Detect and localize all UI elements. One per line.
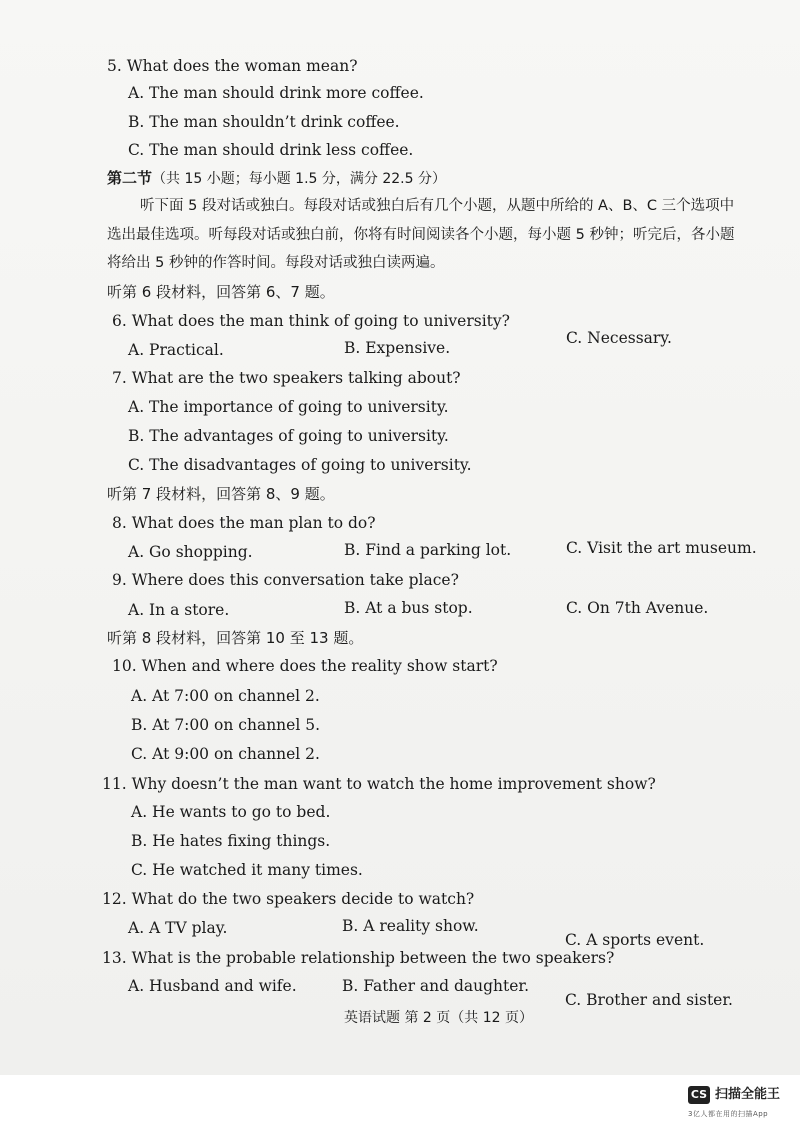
camscanner-logo-icon: CS <box>688 1086 710 1104</box>
question-9: 9. Where does this conversation take place? <box>112 571 459 589</box>
material-7-heading: 听第 7 段材料，回答第 8、9 题。 <box>107 485 335 503</box>
question-10: 10. When and where does the reality show start? <box>112 657 498 675</box>
q12-option-c: C. A sports event. <box>565 931 705 949</box>
watermark-tagline: 3亿人都在用的扫描App <box>688 1110 769 1118</box>
section-instructions-line1: 听下面 5 段对话或独白。每段对话或独白后有几个小题，从题中所给的 A、B、C 三个选项中 <box>140 198 735 214</box>
q8-option-c: C. Visit the art museum. <box>566 539 757 557</box>
q7-option-c: C. The disadvantages of going to university. <box>128 456 472 474</box>
q11-option-b: B. He hates fixing things. <box>131 832 331 850</box>
q13-option-c: C. Brother and sister. <box>565 991 733 1009</box>
q6-option-a: A. Practical. <box>128 341 224 359</box>
scanner-watermark <box>688 1086 796 1126</box>
q5-option-a: A. The man should drink more coffee. <box>128 84 424 102</box>
q13-option-b: B. Father and daughter. <box>342 977 530 995</box>
q9-option-b: B. At a bus stop. <box>344 599 473 617</box>
q10-option-a: A. At 7:00 on channel 2. <box>131 687 320 705</box>
q12-option-b: B. A reality show. <box>342 917 479 935</box>
q10-option-c: C. At 9:00 on channel 2. <box>131 745 320 763</box>
q5-option-c: C. The man should drink less coffee. <box>128 141 414 159</box>
q9-option-c: C. On 7th Avenue. <box>566 599 709 617</box>
q11-option-a: A. He wants to go to bed. <box>131 803 331 821</box>
section-instructions-line3: 将给出 5 秒钟的作答时间。每段对话或独白读两遍。 <box>107 255 445 271</box>
question-6: 6. What does the man think of going to university? <box>112 312 510 330</box>
q8-option-a: A. Go shopping. <box>128 543 253 561</box>
q5-option-b: B. The man shouldn’t drink coffee. <box>128 113 400 131</box>
q9-option-a: A. In a store. <box>128 601 230 619</box>
material-8-heading: 听第 8 段材料，回答第 10 至 13 题。 <box>107 629 364 647</box>
q6-option-c: C. Necessary. <box>566 329 672 347</box>
section-scoring: （共 15 小题；每小题 1.5 分，满分 22.5 分） <box>152 171 446 187</box>
q13-option-a: A. Husband and wife. <box>128 977 297 995</box>
q6-option-b: B. Expensive. <box>344 339 451 357</box>
material-6-heading: 听第 6 段材料，回答第 6、7 题。 <box>107 283 335 301</box>
watermark-name: 扫描全能王 <box>715 1087 781 1102</box>
section-title: 第二节 <box>107 169 153 187</box>
q7-option-a: A. The importance of going to university. <box>128 398 449 416</box>
q11-option-c: C. He watched it many times. <box>131 861 363 879</box>
question-12: 12. What do the two speakers decide to watch? <box>102 890 475 908</box>
section-instructions-line2: 选出最佳选项。听每段对话或独白前，你将有时间阅读各个小题，每小题 5 秒钟；听完后，各小题 <box>107 227 735 243</box>
q10-option-b: B. At 7:00 on channel 5. <box>131 716 321 734</box>
section-heading <box>107 168 446 189</box>
question-5: 5. What does the woman mean? <box>107 57 358 75</box>
question-13: 13. What is the probable relationship between the two speakers? <box>102 949 615 967</box>
page-footer: 英语试题 第 2 页（共 12 页） <box>344 1010 533 1026</box>
question-11: 11. Why doesn’t the man want to watch the home improvement show? <box>102 775 656 793</box>
q7-option-b: B. The advantages of going to university. <box>128 427 449 445</box>
question-7: 7. What are the two speakers talking about? <box>112 369 461 387</box>
q12-option-a: A. A TV play. <box>128 919 228 937</box>
question-8: 8. What does the man plan to do? <box>112 514 376 532</box>
q8-option-b: B. Find a parking lot. <box>344 541 512 559</box>
